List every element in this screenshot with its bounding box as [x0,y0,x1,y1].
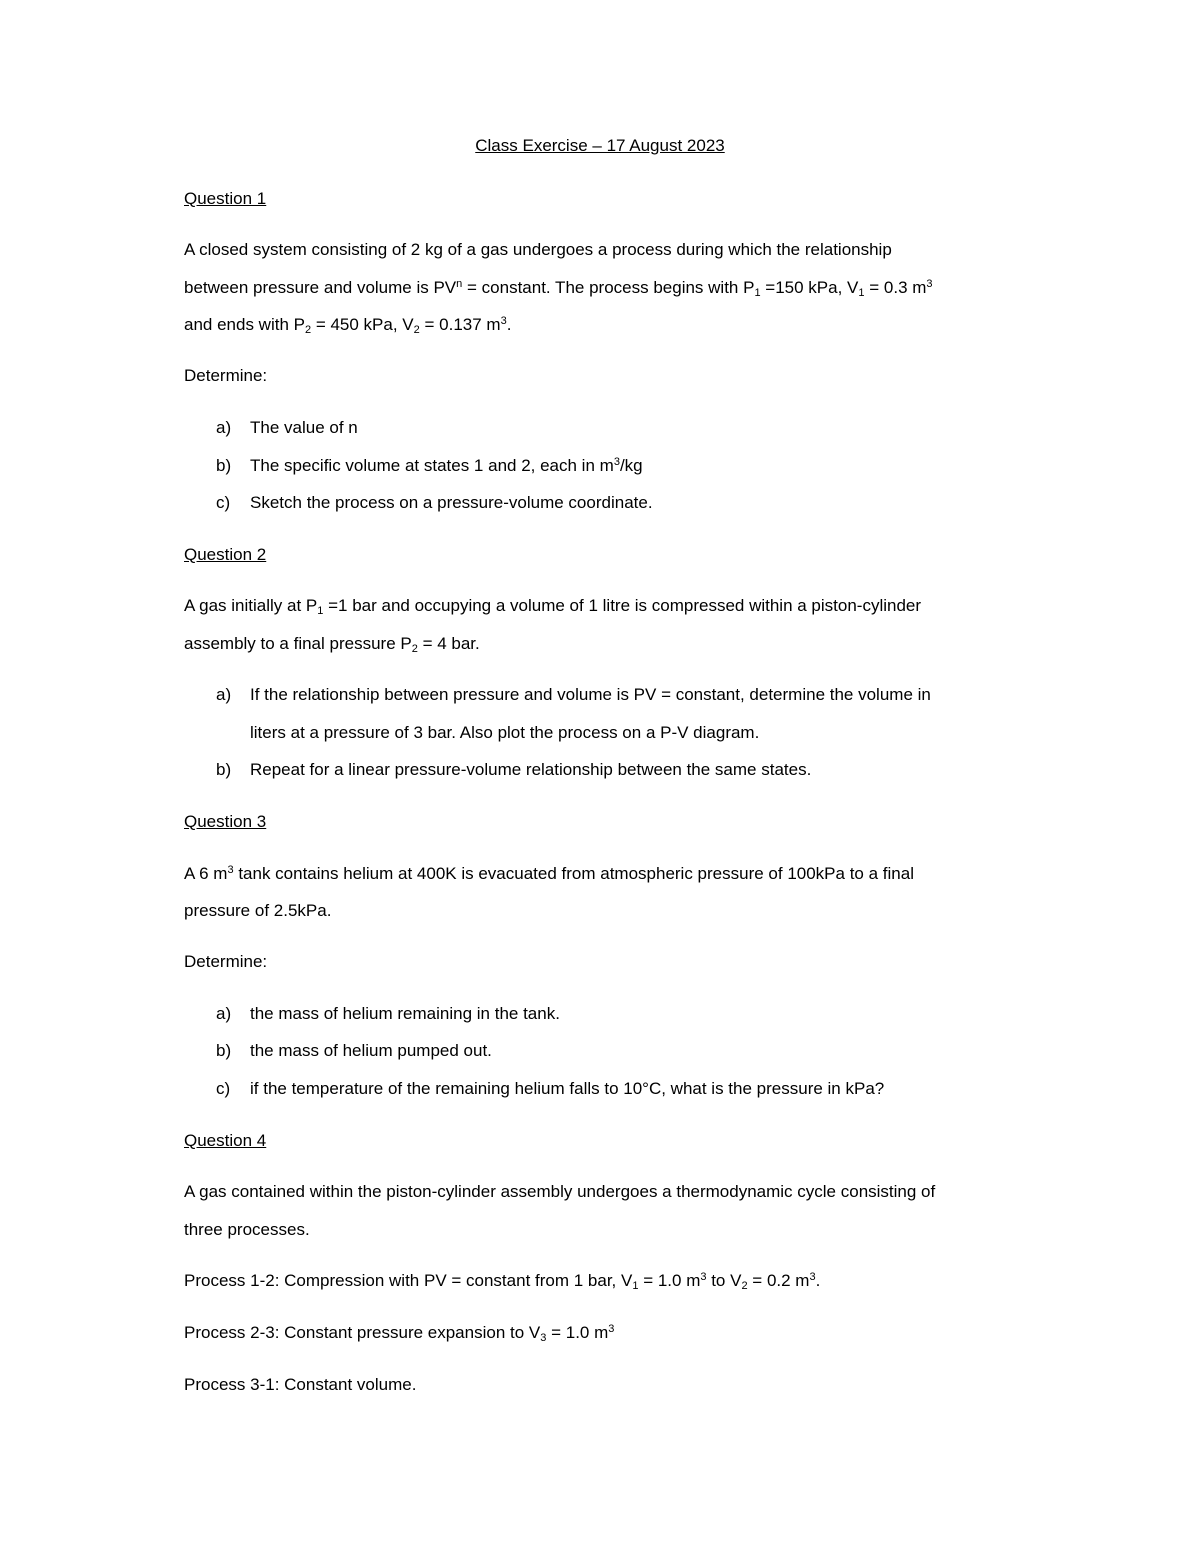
question-3-text-line-1: A 6 $m^3$ tank contains helium at 400K is evacuated from atmospheric pressure of 100kPa to a final [184,864,914,883]
question-2-item-a-continued: liters at a pressure of 3 bar. Also plot the process on a P-V diagram. [250,723,760,742]
question-4-text-line-1: A gas contained within the piston-cylinder assembly undergoes a thermodynamic cycle consisting of [184,1182,936,1201]
question-2-text-line-2: assembly to a final pressure $P_2 = 4$ bar. [184,634,480,655]
question-3-item-b: b) the mass of helium pumped out. [216,1041,492,1060]
question-1-item-a: a) The value of n [216,418,358,437]
question-3-determine: Determine: [184,952,268,971]
question-1-determine: Determine: [184,366,268,385]
question-4-process-2-3: Process 2-3: Constant pressure expansion to $V_3 = 1.0$ $m^3$ [184,1323,615,1344]
question-1-heading: Question 1 [184,189,267,208]
question-1-text-line-1: A closed system consisting of 2 kg of a gas undergoes a process during which the relationship [184,240,892,259]
question-3-text-line-2: pressure of 2.5kPa. [184,901,332,920]
question-2-text-line-1: A gas initially at $P_1 =1$ bar and occupying a volume of 1 litre is compressed within a piston-cylinder [184,596,922,617]
question-1-text-line-2: between pressure and volume is $PV^n$ = constant. The process begins with $P_1 =150$ kPa, $V_1 = 0.3$ $m^3$ [184,278,933,299]
question-2-heading: Question 2 [184,545,267,564]
question-1-item-c: c) Sketch the process on a pressure-volume coordinate. [216,493,653,512]
question-3-item-c: c) if the temperature of the remaining helium falls to 10°C, what is the pressure in kPa? [216,1079,885,1098]
question-3-heading: Question 3 [184,812,267,831]
question-4-process-3-1: Process 3-1: Constant volume. [184,1375,417,1394]
question-4-heading: Question 4 [184,1131,267,1150]
question-1-text-line-3: and ends with $P_2 = 450$ kPa, $V_2 = 0.137$ $m^3$. [184,315,512,336]
question-4-process-1-2: Process 1-2: Compression with PV = constant from 1 bar, $V_1 = 1.0$ $m^3$ to $V_2 = 0.2$ $m^3$. [184,1271,821,1292]
page-title: Class Exercise – 17 August 2023 [475,136,725,155]
question-3-item-a: a) the mass of helium remaining in the tank. [216,1004,560,1023]
question-1-item-b: b) The specific volume at states 1 and 2, each in $m^3/kg$ [216,456,643,475]
question-2-item-a: a) If the relationship between pressure and volume is PV = constant, determine the volume in [216,685,931,704]
question-4-text-line-2: three processes. [184,1220,310,1239]
question-2-item-b: b) Repeat for a linear pressure-volume relationship between the same states. [216,760,812,779]
